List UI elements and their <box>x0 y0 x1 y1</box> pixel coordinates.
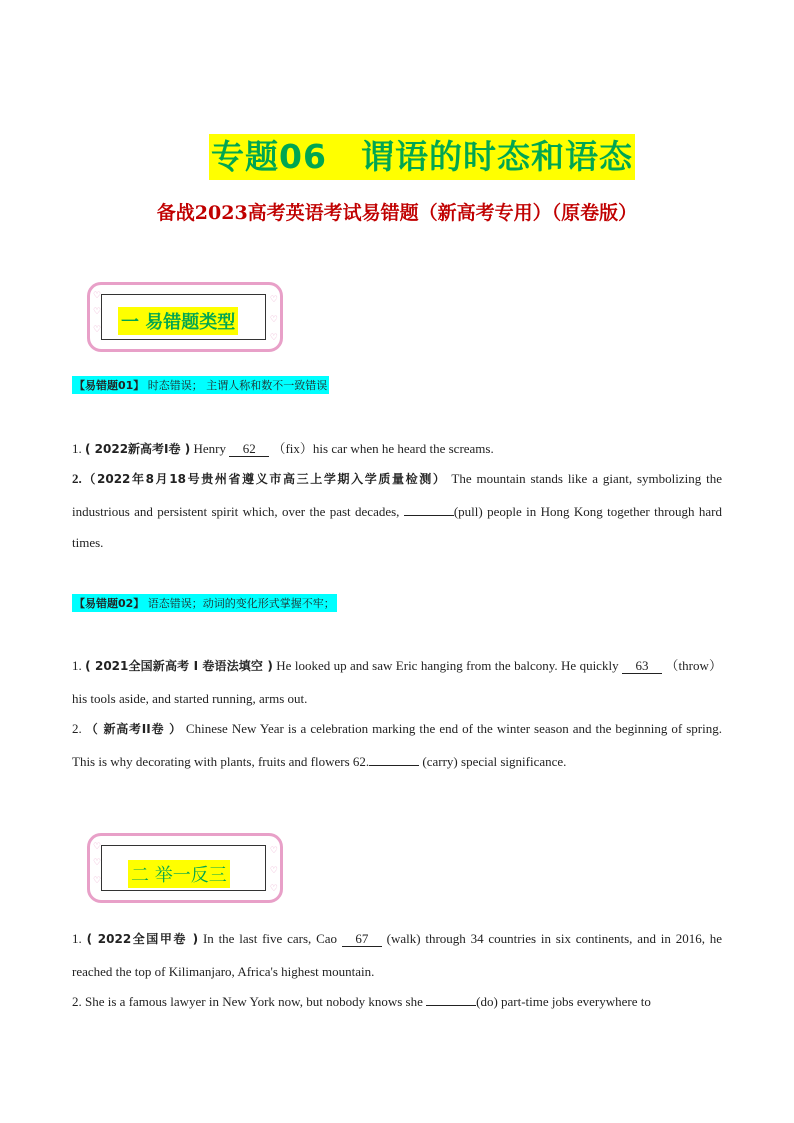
question-number: 1. <box>72 931 82 946</box>
question-number: 2. <box>72 721 82 736</box>
question-number: 1. <box>72 658 82 673</box>
heart-decoration-icon: ♡ <box>93 857 102 867</box>
section-label: 二 举一反三 <box>128 860 230 888</box>
question-text: Chinese New Year is a celebration marking the end of the winter season and the beginning of spring. This is why decorating with plants, fruits and flowers 62. <box>72 721 722 769</box>
question-text: In the last five cars, Cao <box>198 931 342 946</box>
question-item <box>72 650 722 714</box>
question-text: The mountain stands like a giant, symbolizing the industrious and persistent spirit which, over the past decades, <box>72 471 722 519</box>
question-number: 2. <box>72 471 82 486</box>
question-text: (carry) special significance. <box>419 753 567 769</box>
title-row <box>0 134 794 180</box>
heart-decoration-icon: ♡ <box>93 290 102 300</box>
heart-decoration-icon: ♡ <box>93 306 102 316</box>
heart-decoration-icon: ♡ <box>93 875 102 885</box>
error-tag: 【易错题01】 <box>74 379 145 392</box>
heart-decoration-icon: ♡ <box>93 841 102 851</box>
question-number: 2. <box>72 994 82 1009</box>
heart-decoration-icon: ♡ <box>269 845 278 855</box>
heart-decoration-icon: ♡ <box>269 314 278 324</box>
question-item <box>72 433 722 466</box>
answer-blank[interactable] <box>369 765 419 766</box>
page-subtitle: 备战2023高考英语考试易错题（新高考专用）（原卷版） <box>156 202 638 224</box>
question-item <box>72 713 722 777</box>
section-header-1 <box>87 282 283 352</box>
error-tag: 【易错题02】 <box>74 597 145 610</box>
answer-blank[interactable]: 63 <box>622 659 662 674</box>
question-source: ( 2022新高考I卷 ) <box>85 442 191 456</box>
question-source: （2022年8月18号贵州省遵义市高三上学期入学质量检测） <box>81 472 447 486</box>
question-text: He looked up and saw Eric hanging from the balcony. He quickly <box>272 658 622 673</box>
heart-decoration-icon: ♡ <box>93 324 102 334</box>
question-text: (pull) people in Hong Kong together through hard times. <box>72 503 722 550</box>
heart-decoration-icon: ♡ <box>269 883 278 893</box>
error-type-heading-02 <box>72 594 337 612</box>
question-text: （fix）his car when he heard the screams. <box>269 441 494 456</box>
question-text: (walk) through 34 countries in six continents, and in 2016, he reached the top of Kilimanjaro, Africa's highest mountain. <box>72 931 723 979</box>
answer-blank[interactable] <box>404 515 454 516</box>
answer-blank[interactable]: 62 <box>229 442 269 457</box>
question-source: （ 新高考II卷 ） <box>85 722 182 736</box>
page-title: 专题06 谓语的时态和语态 <box>209 134 635 180</box>
error-description: 时态错误； 主谓人称和数不一致错误 <box>144 379 328 392</box>
question-text: (do) part-time jobs everywhere to <box>476 994 651 1009</box>
error-type-heading-01 <box>72 376 329 394</box>
answer-blank[interactable]: 67 <box>342 932 382 947</box>
question-source: ( 2021全国新高考 I 卷语法填空 ) <box>85 659 273 673</box>
question-text: （throw）his tools aside, and started running, arms out. <box>72 658 722 706</box>
question-number: 1. <box>72 441 82 456</box>
question-item <box>72 463 722 559</box>
answer-blank[interactable] <box>426 1005 476 1006</box>
section-header-2 <box>87 833 283 903</box>
question-text: Henry <box>190 441 230 456</box>
question-item <box>72 986 722 1018</box>
heart-decoration-icon: ♡ <box>269 865 278 875</box>
question-item <box>72 923 722 987</box>
error-description: 语态错误；动词的变化形式掌握不牢； <box>144 597 335 610</box>
question-source: ( 2022全国甲卷 ) <box>86 932 199 946</box>
question-text: She is a famous lawyer in New York now, but nobody knows she <box>81 994 427 1009</box>
section-label: 一 易错题类型 <box>118 307 238 335</box>
heart-decoration-icon: ♡ <box>269 332 278 342</box>
heart-decoration-icon: ♡ <box>269 294 278 304</box>
